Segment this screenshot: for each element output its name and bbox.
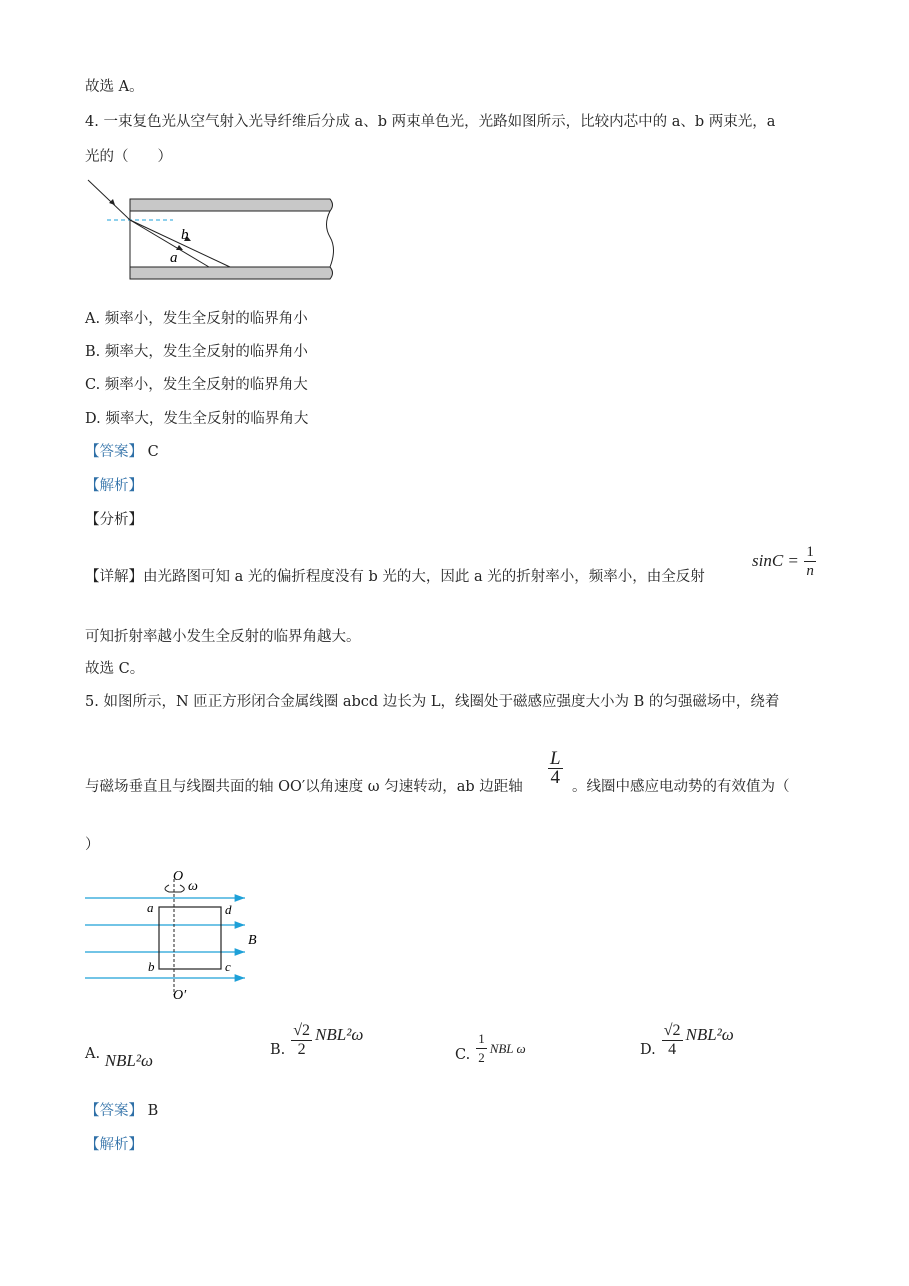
label-coil-b: b xyxy=(148,959,155,974)
opt-b-label: B. xyxy=(270,1041,286,1058)
q5-stem-line3: ） xyxy=(85,837,100,853)
opt-c-expr: NBL ω xyxy=(489,1040,526,1056)
label-B: B xyxy=(248,933,257,948)
q4-detail-line2: 可知折射率越小发生全反射的临界角越大。 xyxy=(85,629,361,645)
opt-b-expr: NBL²ω xyxy=(315,1024,364,1044)
formula-left: sinC = xyxy=(752,551,799,570)
q4-option-b: B. 频率大，发生全反射的临界角小 xyxy=(85,344,308,360)
opt-c-den: 2 xyxy=(478,1050,485,1065)
q4-stem-line1: 4. 一束复色光从空气射入光导纤维后分成 a、b 两束单色光，光路如图所示，比较内芯中的 a、b 两束光，a xyxy=(85,114,776,130)
q5-answer xyxy=(85,1101,158,1121)
detail-tag: 【详解】 xyxy=(85,569,143,585)
q5-stem-line2b: 。线圈中感应电动势的有效值为（ xyxy=(572,779,790,795)
opt-d-num: √2 xyxy=(663,1022,681,1039)
q4-option-d: D. 频率大，发生全反射的临界角大 xyxy=(85,411,309,427)
q5-answer-tag: 【答案】 xyxy=(85,1103,143,1119)
q5-option-a xyxy=(85,1043,153,1070)
q5-frac xyxy=(548,750,563,787)
q5-stem-line2a: 与磁场垂直且与线圈共面的轴 OO′以角速度 ω 匀速转动，ab 边距轴 xyxy=(85,779,523,795)
label-O: O xyxy=(173,869,184,884)
q5-stem-line1: 5. 如图所示，N 匝正方形闭合金属线圈 abcd 边长为 L，线圈处于磁感应强度大小为 B 的匀强磁场中，绕着 xyxy=(85,694,780,710)
label-b: b xyxy=(181,227,189,243)
q4-fenxi-tag: 【分析】 xyxy=(85,512,143,528)
prev-conclusion: 故选 A。 xyxy=(85,79,144,95)
opt-b-num: √2 xyxy=(293,1022,311,1039)
q5-option-c xyxy=(455,1030,526,1067)
formula-den: n xyxy=(806,563,814,579)
opt-b-den: 2 xyxy=(297,1041,306,1058)
detail-text: 由光路图可知 a 光的偏折程度没有 b 光的大，因此 a 光的折射率小，频率小，由全反射 xyxy=(143,569,705,585)
q4-fiber-figure xyxy=(85,175,340,285)
label-coil-a: a xyxy=(147,900,154,915)
label-omega: ω xyxy=(188,879,198,894)
label-a: a xyxy=(170,250,178,266)
opt-a-expr: NBL²ω xyxy=(104,1051,153,1070)
formula-num: 1 xyxy=(806,544,814,560)
q5-answer-value: B xyxy=(147,1103,159,1119)
label-Oprime: O′ xyxy=(173,988,187,1003)
answer-value: C xyxy=(147,444,159,460)
opt-c-label: C. xyxy=(455,1046,471,1063)
label-coil-c: c xyxy=(225,959,231,974)
q4-analysis-tag: 【解析】 xyxy=(85,478,143,494)
opt-d-expr: NBL²ω xyxy=(685,1024,734,1044)
q5-stem-line2 xyxy=(85,777,523,797)
q4-option-c: C. 频率小，发生全反射的临界角大 xyxy=(85,377,308,393)
opt-d-den: 4 xyxy=(668,1041,677,1058)
q5-coil-figure xyxy=(85,865,275,1005)
q5-analysis-tag: 【解析】 xyxy=(85,1137,143,1153)
q5-option-d xyxy=(640,1022,734,1059)
q4-option-a: A. 频率小，发生全反射的临界角小 xyxy=(85,311,308,327)
q4-stem-line2: 光的（ ） xyxy=(85,149,172,165)
label-coil-d: d xyxy=(225,902,232,917)
frac-num: L xyxy=(550,748,561,769)
opt-c-num: 1 xyxy=(476,1030,487,1049)
q5-option-b xyxy=(270,1022,363,1059)
opt-d-label: D. xyxy=(640,1041,656,1058)
q4-formula xyxy=(752,543,816,580)
q4-answer xyxy=(85,442,159,462)
opt-a-label: A. xyxy=(85,1046,101,1062)
q4-conclusion: 故选 C。 xyxy=(85,661,145,677)
frac-den: 4 xyxy=(550,767,561,788)
q4-detail xyxy=(85,567,705,587)
answer-tag: 【答案】 xyxy=(85,444,143,460)
